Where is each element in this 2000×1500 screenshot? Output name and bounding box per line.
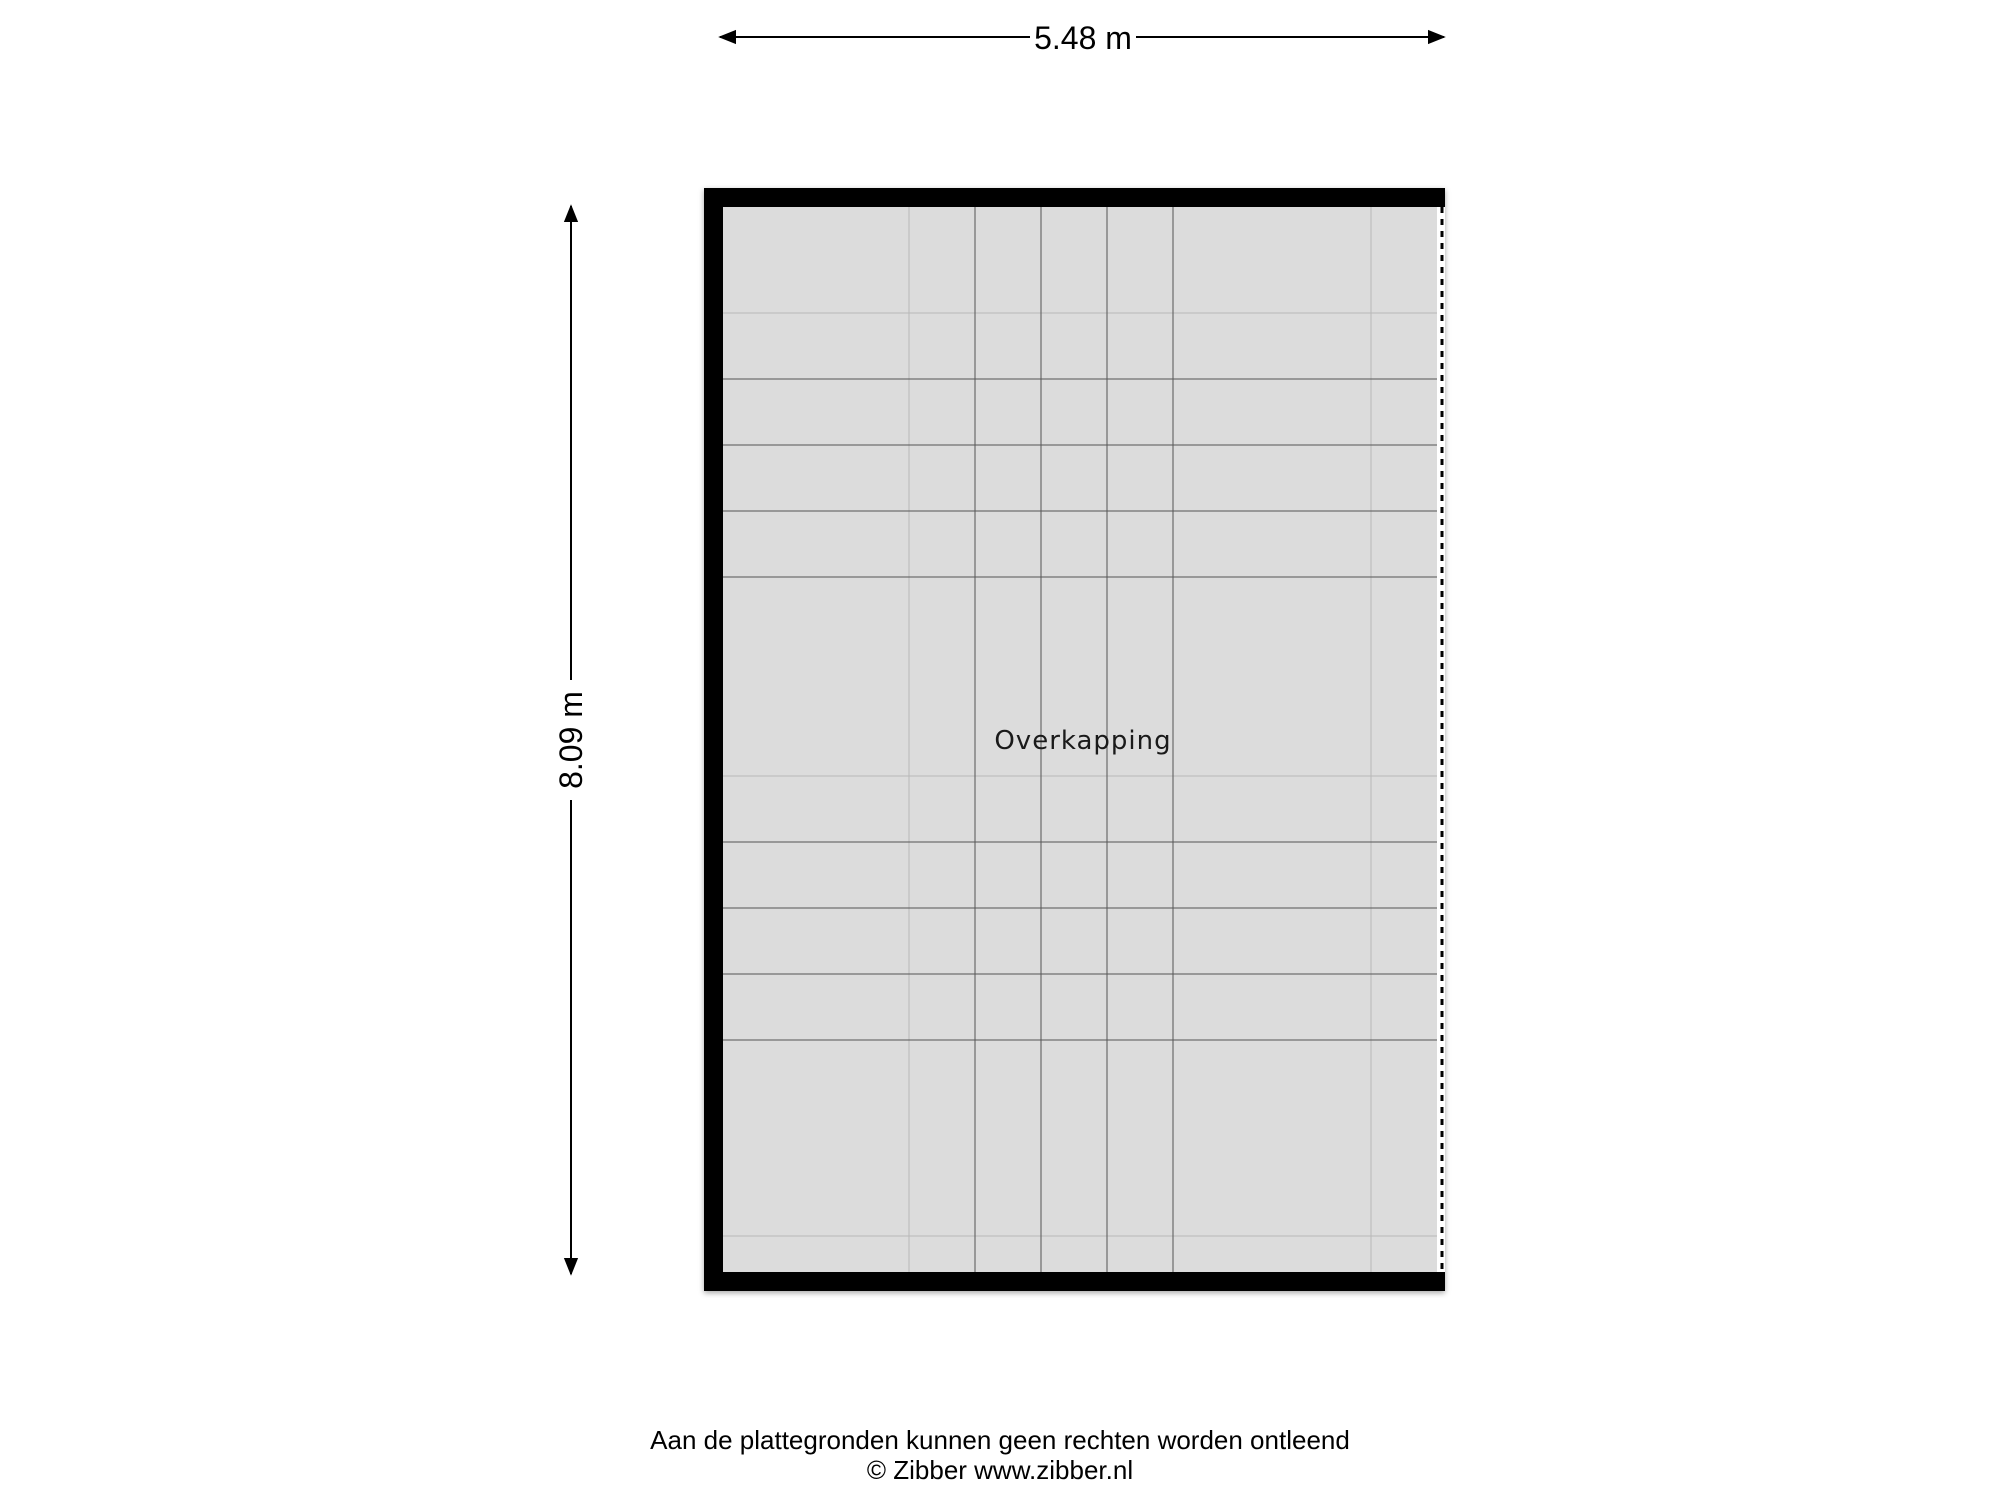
disclaimer-text: Aan de plattegronden kunnen geen rechten worden ontleend	[650, 1425, 1350, 1455]
footer	[0, 1425, 2000, 1485]
width-dimension	[720, 20, 1444, 56]
width-dimension-label: 5.48 m	[1034, 20, 1132, 56]
depth-dimension	[553, 206, 589, 1274]
room-overkapping	[704, 188, 1445, 1291]
room-label: Overkapping	[994, 726, 1172, 756]
copyright-text: © Zibber www.zibber.nl	[866, 1455, 1134, 1485]
depth-dimension-label: 8.09 m	[553, 691, 589, 789]
